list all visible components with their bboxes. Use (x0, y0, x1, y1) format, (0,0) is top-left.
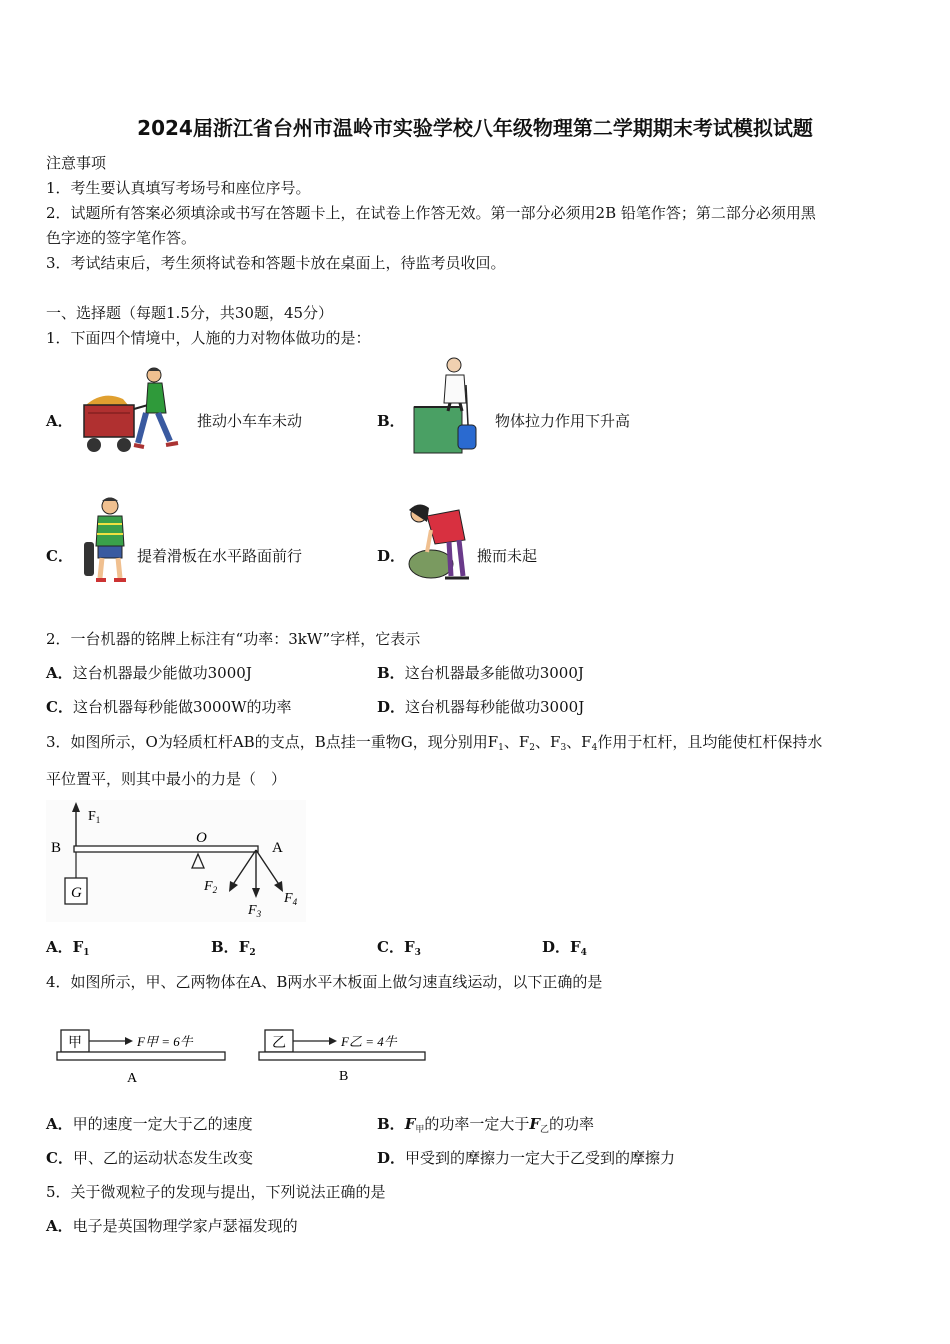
q4-diagram (55, 1024, 435, 1088)
carry-skateboard-icon (82, 496, 134, 584)
q1-option-b-text: 物体拉力作用下升高 (495, 412, 631, 430)
q3-option-d-label: D． (542, 938, 571, 956)
q5-stem: 5．关于微观粒子的发现与提出，下列说法正确的是 (46, 1183, 386, 1201)
board-b-label: B (339, 1069, 349, 1084)
q3-option-a-label: A． (46, 938, 73, 956)
q4-option-b-sub2: 乙 (540, 1125, 550, 1135)
lever-label-o: O (196, 830, 207, 846)
q3-option-a-sub: 1 (83, 948, 90, 958)
q4-option-b-mid: 的功率一定大于 (424, 1115, 530, 1133)
q1-option-d-text: 搬而未起 (477, 547, 538, 565)
q4-option-b-label: B． (377, 1115, 405, 1133)
q2-option-d-label: D． (377, 698, 406, 716)
q2-option-a-text: 这台机器最少能做功3000J (72, 664, 252, 682)
q1-option-a-label: A． (46, 412, 73, 430)
q4-option-d-text: 甲受到的摩擦力一定大于乙受到的摩擦力 (405, 1149, 676, 1167)
q4-option-a-label: A． (46, 1115, 73, 1133)
q5-option-a-text: 电子是英国物理学家卢瑟福发现的 (72, 1217, 298, 1235)
lever-f3-sub: 3 (256, 909, 262, 919)
q3-stem-line1: 3．如图所示，O为轻质杠杆AB的支点，B点挂一重物G，现分别用$F_1$、$F_2$、$F_3$、$F_4$作用于杠杆，且均能使杠杆保持水 (46, 733, 823, 753)
q1-option-b-label: B． (377, 412, 405, 430)
q2-option-b-text: 这台机器最多能做功3000J (404, 664, 584, 682)
board-a-label: A (127, 1071, 138, 1086)
lever-f3-letter: F (248, 903, 257, 918)
q3-option-a-text: F (72, 938, 84, 956)
q1-option-c-text: 提着滑板在水平路面前行 (137, 547, 303, 565)
lever-f1-sub: 1 (95, 815, 101, 825)
q3-option-c-label: C． (377, 938, 404, 956)
force-yi-label: F乙 = 4牛 (341, 1034, 397, 1049)
q2-option-a-label: A． (46, 664, 73, 682)
q4-option-d-label: D． (377, 1149, 406, 1167)
lever-label-g: G (71, 885, 82, 901)
q4-option-c-text: 甲、乙的运动状态发生改变 (72, 1149, 253, 1167)
q4-stem: 4．如图所示，甲、乙两物体在A、B两水平木板面上做匀速直线运动，以下正确的是 (46, 973, 603, 991)
q3-option-b-text: F (238, 938, 250, 956)
notice-item-2: 2．试题所有答案必须填涂或书写在答题卡上，在试卷上作答无效。第一部分必须用2B 铅笔作答；第二部分必须用黑 (46, 204, 816, 222)
q3-stem-a: 3．如图所示，O为轻质杠杆AB的支点，B点挂一重物G，现分别用F (46, 733, 499, 751)
block-jia-label: 甲 (68, 1035, 82, 1051)
lift-rock-icon (405, 500, 475, 582)
q3-stem-sub4: 4 (591, 743, 598, 753)
q2-option-b-label: B． (377, 664, 405, 682)
lever-f2-sub: 2 (212, 885, 218, 895)
lift-bucket-icon (410, 355, 490, 457)
lever-f2-letter: F (204, 879, 213, 894)
q3-stem-line2: 平位置平，则其中最小的力是（ ） (46, 770, 287, 788)
block-yi-label: 乙 (272, 1035, 286, 1051)
notice-item-3: 3．考试结束后，考生须将试卷和答题卡放在桌面上，待监考员收回。 (46, 254, 506, 272)
lever-label-b: B (51, 840, 62, 856)
force-jia-label: F甲 = 6牛 (137, 1034, 193, 1049)
notice-heading: 注意事项 (46, 154, 107, 172)
q4-option-b-end: 的功率 (549, 1115, 595, 1133)
q1-option-a-text: 推动小车车未动 (197, 412, 303, 430)
q3-option-c-sub: 3 (414, 948, 421, 958)
q4-option-c-label: C． (46, 1149, 73, 1167)
q3-stem-sub2: 2 (529, 743, 536, 753)
q4-option-b-f2: F (529, 1115, 541, 1133)
cart-push-icon (78, 365, 190, 455)
q3-option-b-label: B． (211, 938, 239, 956)
section-heading: 一、选择题（每题1.5分，共30题，45分） (46, 304, 334, 322)
q2-stem: 2．一台机器的铭牌上标注有“功率：3kW”字样，它表示 (46, 630, 421, 648)
q4-option-a-text: 甲的速度一定大于乙的速度 (72, 1115, 253, 1133)
notice-item-1: 1．考生要认真填写考场号和座位序号。 (46, 179, 311, 197)
q3-stem-b: 作用于杠杆，且均能使杠杆保持水 (597, 733, 823, 751)
q4-option-b-sub1: 甲 (415, 1125, 425, 1135)
q3-option-d-sub: 4 (580, 948, 587, 958)
page-title: 2024届浙江省台州市温岭市实验学校八年级物理第二学期期末考试模拟试题 (137, 116, 813, 140)
q3-option-b-sub: 2 (249, 948, 256, 958)
q2-option-c-label: C． (46, 698, 73, 716)
notice-item-2-cont: 色字迹的签字笔作答。 (46, 229, 197, 247)
q1-option-c-label: C． (46, 547, 73, 565)
q1-option-d-label: D． (377, 547, 406, 565)
q3-stem-sub3: 3 (560, 743, 567, 753)
lever-diagram (46, 800, 306, 922)
q2-option-d-text: 这台机器每秒能做功3000J (405, 698, 585, 716)
q3-option-c-text: F (403, 938, 415, 956)
lever-f4-sub: 4 (292, 897, 298, 907)
q4-option-b-f1: F (404, 1115, 416, 1133)
q5-option-a-label: A． (46, 1217, 73, 1235)
q1-stem: 1．下面四个情境中，人施的力对物体做功的是： (46, 329, 371, 347)
lever-label-a: A (272, 840, 283, 856)
q2-option-c-text: 这台机器每秒能做3000W的功率 (72, 698, 292, 716)
lever-f4-letter: F (284, 891, 293, 906)
q3-stem-sub1: 1 (498, 743, 504, 753)
q3-option-d-text: F (570, 938, 581, 956)
lever-f1-letter: F (88, 809, 96, 824)
